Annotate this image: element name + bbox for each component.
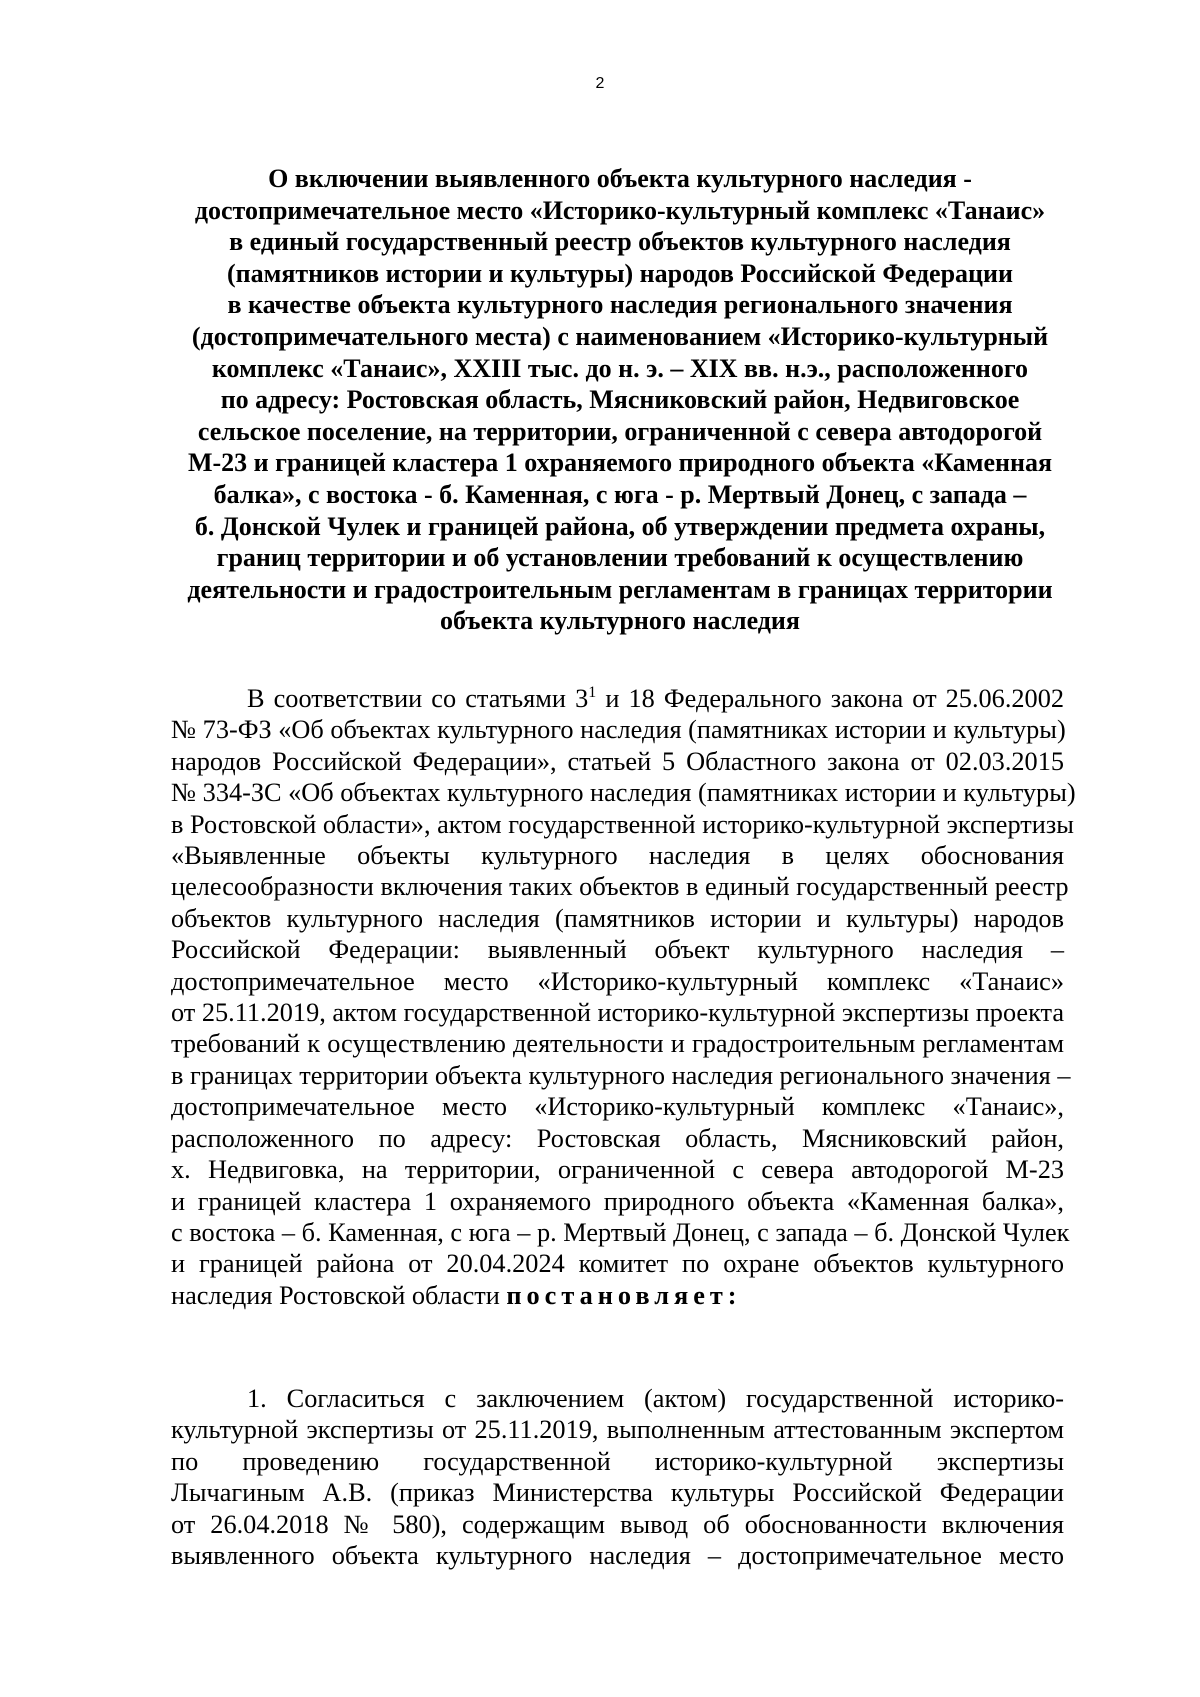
paragraph-line: и границей района от 20.04.2024 комитет по охране объектов культурного (171, 1249, 1064, 1279)
paragraph-line: выявленного объекта культурного наследия – достопримечательное место (171, 1541, 1064, 1571)
title-line: сельское поселение, на территории, ограниченной с севера автодорогой (197, 416, 1043, 446)
title-line: границ территории и об установлении требований к осуществлению (216, 543, 1024, 573)
title-line: М-23 и границей кластера 1 охраняемого природного объекта «Каменная (187, 448, 1053, 478)
paragraph-line: в Ростовской области», актом государственной историко-культурной экспертизы (171, 809, 1074, 839)
title-line: достопримечательное место «Историко-культурный комплекс «Танаис» (194, 195, 1046, 225)
text-run: В соответствии со статьями 3 (247, 684, 589, 713)
title-line: б. Донской Чулек и границей района, об утверждении предмета охраны, (194, 511, 1046, 541)
superscript: 1 (588, 684, 597, 701)
paragraph-line: в границах территории объекта культурного наследия регионального значения – (171, 1060, 1071, 1090)
clause-1 (171, 1383, 1064, 1571)
paragraph-line: 1. Согласиться с заключением (актом) государственной историко- (247, 1384, 1064, 1413)
paragraph-line: № 73-ФЗ «Об объектах культурного наследия (памятниках истории и культуры) (171, 715, 1066, 745)
page-number: 2 (595, 75, 605, 92)
paragraph-line: достопримечательное место «Историко-культурный комплекс «Танаис» (171, 966, 1064, 996)
title-line: балка», с востока - б. Каменная, с юга - р. Мертвый Донец, с запада – (213, 479, 1027, 509)
text-run: наследия Ростовской области (171, 1280, 507, 1310)
text-run: и 18 Федерального закона от 25.06.2002 (596, 684, 1064, 713)
resolves-keyword: постановляет: (506, 1280, 742, 1310)
paragraph-line (171, 1280, 1064, 1311)
paragraph-line: целесообразности включения таких объектов в единый государственный реестр (171, 872, 1069, 902)
title-line: (памятников истории и культуры) народов Российской Федерации (227, 258, 1013, 288)
paragraph-line: Лычагиным А.В. (приказ Министерства культуры Российской Федерации (171, 1478, 1064, 1508)
paragraph-line: от 25.11.2019, актом государственной историко-культурной экспертизы проекта (171, 998, 1065, 1028)
paragraph-line: по проведению государственной историко-культурной экспертизы (171, 1446, 1064, 1476)
title-line: в качестве объекта культурного наследия регионального значения (227, 290, 1013, 320)
title-line: О включении выявленного объекта культурного наследия - (268, 164, 972, 193)
paragraph-line: требований к осуществлению деятельности и градостроительным регламентам (171, 1029, 1064, 1059)
paragraph-line: х. Недвиговка, на территории, ограниченной с севера автодорогой М-23 (171, 1155, 1064, 1185)
paragraph-line: народов Российской Федерации», статьей 5 Областного закона от 02.03.2015 (171, 746, 1064, 776)
paragraph-line: «Выявленные объекты культурного наследия в целях обоснования (171, 841, 1064, 871)
paragraph-line: культурной экспертизы от 25.11.2019, выполненным аттестованным экспертом (171, 1415, 1064, 1445)
paragraph-line: № 334-ЗС «Об объектах культурного наследия (памятниках истории и культуры) (171, 778, 1076, 808)
paragraph-line (171, 683, 1064, 714)
paragraph-line: достопримечательное место «Историко-культурный комплекс «Танаис», (171, 1092, 1064, 1122)
title-line: объекта культурного наследия (440, 606, 800, 636)
paragraph-line: Российской Федерации: выявленный объект культурного наследия – (171, 935, 1064, 965)
paragraph-line: расположенного по адресу: Ростовская область, Мясниковский район, (171, 1123, 1064, 1153)
preamble-paragraph (171, 683, 1076, 1311)
title-line: в единый государственный реестр объектов культурного наследия (229, 227, 1011, 257)
title-line: деятельности и градостроительным регламентам в границах территории (187, 574, 1053, 604)
title-line: по адресу: Ростовская область, Мясниковский район, Недвиговское (220, 385, 1020, 415)
paragraph-line: от 26.04.2018 № 580), содержащим вывод об обоснованности включения (171, 1509, 1064, 1539)
paragraph-line: объектов культурного наследия (памятников истории и культуры) народов (171, 903, 1064, 933)
paragraph-line: и границей кластера 1 охраняемого природного объекта «Каменная балка», (171, 1186, 1064, 1216)
paragraph-line: с востока – б. Каменная, с юга – р. Мертвый Донец, с запада – б. Донской Чулек (171, 1217, 1070, 1247)
title-line: (достопримечательного места) с наименованием «Историко-культурный (191, 321, 1049, 351)
document-title (160, 163, 1080, 637)
title-line: комплекс «Танаис», XXIII тыс. до н. э. – XIX вв. н.э., расположенного (211, 353, 1029, 383)
